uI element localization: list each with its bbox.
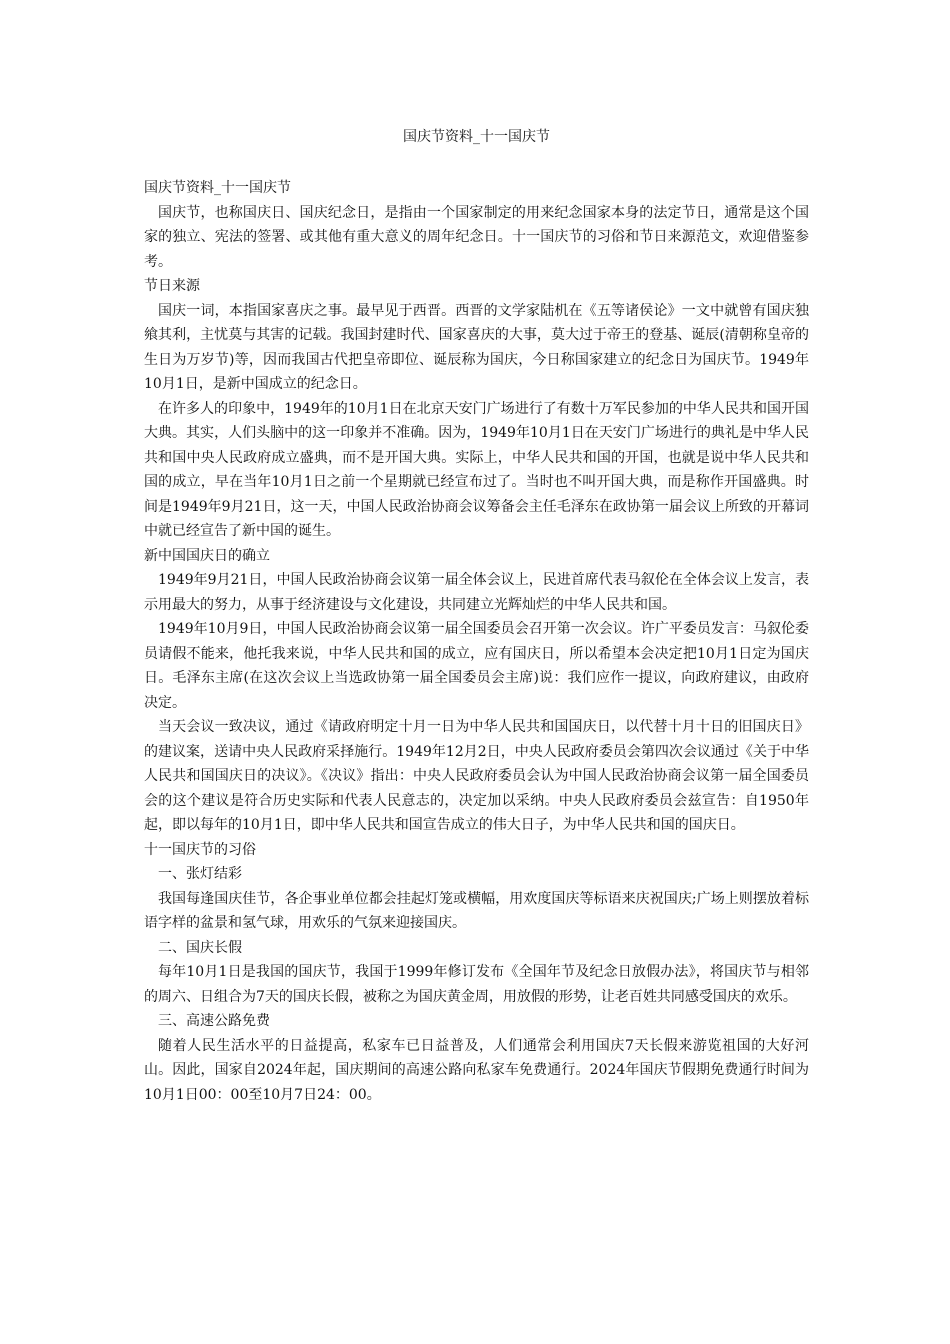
custom-heading-2: 二、国庆长假 bbox=[158, 939, 242, 956]
origin-paragraph-2: 在许多人的印象中，1949年的10月1日在北京天安门广场进行了有数十万军民参加的中华人民共和国开国大典。其实，人们头脑中的这一印象并不准确。因为，1949年10月1日在天安门广场进行的典礼是中华人民共和国中央人民政府成立盛典，而不是开国大典。实际上，中华人民共和国的开国，也就是说中华人民共和国的成立，早在当年10月1日之前一个星期就已经宣布过了。当时也不叫开国大典，而是称作开国盛典。时间是1949年9月21日，这一天，中国人民政治协商会议筹备会主任毛泽东在政协第一届会议上所致的开幕词中就已经宣告了新中国的诞生。 bbox=[144, 400, 809, 539]
custom-heading-3: 三、高速公路免费 bbox=[158, 1013, 270, 1029]
section-heading-origin: 节日来源 bbox=[144, 278, 200, 294]
section-heading-establishment: 新中国国庆日的确立 bbox=[144, 547, 270, 564]
custom-heading-1: 一、张灯结彩 bbox=[158, 866, 242, 882]
establishment-paragraph-3: 当天会议一致决议，通过《请政府明定十月一日为中华人民共和国国庆日，以代替十月十日的旧国庆日》的建议案，送请中央人民政府采择施行。1949年12月2日，中央人民政府委员会第四次会议通过《关于中华人民共和国国庆日的决议》。《决议》指出：中央人民政府委员会认为中国人民政治协商会议第一届全国委员会的这个建议是符合历史实际和代表人民意志的，决定加以采纳。中央人民政府委员会兹宣告：自1950年起，即以每年的10月1日，即中华人民共和国宣告成立的伟大日子，为中华人民共和国的国庆日。 bbox=[144, 719, 809, 833]
custom-paragraph-3: 随着人民生活水平的日益提高，私家车已日益普及，人们通常会利用国庆7天长假来游览祖国的大好河山。因此，国家自2024年起，国庆期间的高速公路向私家车免费通行。2024年国庆节假期免费通行时间为10月1日00：00至10月7日24：00。 bbox=[144, 1037, 809, 1103]
document-subtitle: 国庆节资料_十一国庆节 bbox=[144, 180, 291, 196]
document-body bbox=[144, 176, 809, 1107]
section-heading-customs: 十一国庆节的习俗 bbox=[144, 841, 256, 858]
origin-paragraph-1: 国庆一词，本指国家喜庆之事。最早见于西晋。西晋的文学家陆机在《五等诸侯论》一文中就曾有国庆独飨其利，主忧莫与其害的记载。我国封建时代、国家喜庆的大事，莫大过于帝王的登基、诞辰(清朝称皇帝的生日为万岁节)等，因而我国古代把皇帝即位、诞辰称为国庆，今日称国家建立的纪念日为国庆节。1949年10月1日，是新中国成立的纪念日。 bbox=[144, 302, 809, 392]
custom-paragraph-1: 我国每逢国庆佳节，各企事业单位都会挂起灯笼或横幅，用欢度国庆等标语来庆祝国庆;广场上则摆放着标语字样的盆景和氢气球，用欢乐的气氛来迎接国庆。 bbox=[144, 890, 809, 931]
intro-paragraph: 国庆节，也称国庆日、国庆纪念日，是指由一个国家制定的用来纪念国家本身的法定节日，通常是这个国家的独立、宪法的签署、或其他有重大意义的周年纪念日。十一国庆节的习俗和节日来源范文，欢迎借鉴参考。 bbox=[144, 204, 809, 270]
establishment-paragraph-2: 1949年10月9日，中国人民政治协商会议第一届全国委员会召开第一次会议。许广平委员发言：马叙伦委员请假不能来，他托我来说，中华人民共和国的成立，应有国庆日，所以希望本会决定把10月1日定为国庆日。毛泽东主席(在这次会议上当选政协第一届全国委员会主席)说：我们应作一提议，向政府建议，由政府决定。 bbox=[144, 621, 809, 711]
document-title: 国庆节资料_十一国庆节 bbox=[403, 129, 550, 145]
custom-paragraph-2: 每年10月1日是我国的国庆节，我国于1999年修订发布《全国年节及纪念日放假办法》，将国庆节与相邻的周六、日组合为7天的国庆长假，被称之为国庆黄金周，用放假的形势，让老百姓共同感受国庆的欢乐。 bbox=[144, 964, 809, 1005]
establishment-paragraph-1: 1949年9月21日，中国人民政治协商会议第一届全体会议上，民进首席代表马叙伦在全体会议上发言，表示用最大的努力，从事于经济建设与文化建设，共同建立光辉灿烂的中华人民共和国。 bbox=[144, 572, 809, 613]
